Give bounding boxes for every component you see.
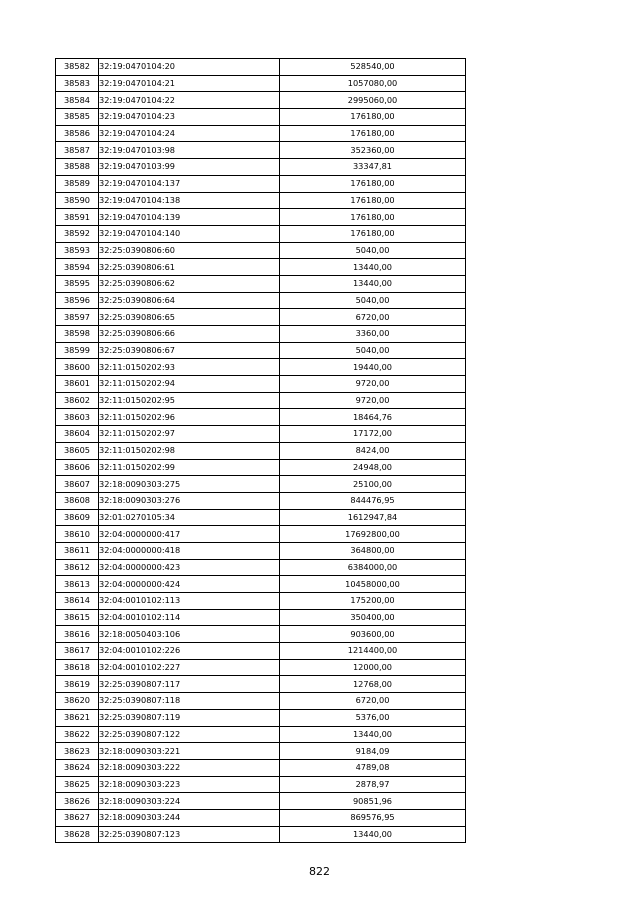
cadastral-number-cell: 32:18:0090303:276 bbox=[99, 492, 280, 509]
cadastral-value-cell: 18464,76 bbox=[280, 409, 466, 426]
row-number-cell: 38608 bbox=[56, 492, 99, 509]
cadastral-number-cell: 32:25:0390806:67 bbox=[99, 342, 280, 359]
cadastral-number-cell: 32:18:0050403:106 bbox=[99, 626, 280, 643]
row-number-cell: 38607 bbox=[56, 476, 99, 493]
table-row bbox=[56, 142, 466, 159]
table-row bbox=[56, 392, 466, 409]
table-row bbox=[56, 309, 466, 326]
row-number-cell: 38604 bbox=[56, 426, 99, 443]
cadastral-number-cell: 32:19:0470104:138 bbox=[99, 192, 280, 209]
table-row bbox=[56, 643, 466, 660]
row-number-cell: 38616 bbox=[56, 626, 99, 643]
table-row bbox=[56, 292, 466, 309]
cadastral-number-cell: 32:19:0470104:24 bbox=[99, 125, 280, 142]
table-row bbox=[56, 225, 466, 242]
table-row bbox=[56, 526, 466, 543]
cadastral-number-cell: 32:25:0390806:62 bbox=[99, 275, 280, 292]
cadastral-value-cell: 2995060,00 bbox=[280, 92, 466, 109]
row-number-cell: 38614 bbox=[56, 593, 99, 610]
cadastral-value-cell: 1612947,84 bbox=[280, 509, 466, 526]
table-row bbox=[56, 676, 466, 693]
cadastral-value-cell: 350400,00 bbox=[280, 609, 466, 626]
row-number-cell: 38617 bbox=[56, 643, 99, 660]
cadastral-value-cell: 352360,00 bbox=[280, 142, 466, 159]
cadastral-number-cell: 32:11:0150202:95 bbox=[99, 392, 280, 409]
cadastral-value-cell: 90851,96 bbox=[280, 793, 466, 810]
cadastral-number-cell: 32:04:0000000:424 bbox=[99, 576, 280, 593]
cadastral-value-cell: 6384000,00 bbox=[280, 559, 466, 576]
table-row bbox=[56, 409, 466, 426]
table-row bbox=[56, 275, 466, 292]
cadastral-number-cell: 32:19:0470103:99 bbox=[99, 159, 280, 176]
table-row bbox=[56, 492, 466, 509]
table-row bbox=[56, 376, 466, 393]
cadastral-number-cell: 32:19:0470104:22 bbox=[99, 92, 280, 109]
cadastral-value-cell: 6720,00 bbox=[280, 693, 466, 710]
cadastral-value-cell: 9720,00 bbox=[280, 376, 466, 393]
cadastral-number-cell: 32:25:0390806:61 bbox=[99, 259, 280, 276]
cadastral-value-cell: 844476,95 bbox=[280, 492, 466, 509]
table-row bbox=[56, 92, 466, 109]
cadastral-value-cell: 13440,00 bbox=[280, 826, 466, 843]
row-number-cell: 38610 bbox=[56, 526, 99, 543]
table-row bbox=[56, 125, 466, 142]
row-number-cell: 38602 bbox=[56, 392, 99, 409]
cadastral-value-cell: 176180,00 bbox=[280, 175, 466, 192]
table-row bbox=[56, 659, 466, 676]
row-number-cell: 38603 bbox=[56, 409, 99, 426]
cadastral-number-cell: 32:19:0470104:23 bbox=[99, 109, 280, 126]
cadastral-number-cell: 32:11:0150202:98 bbox=[99, 442, 280, 459]
table-row bbox=[56, 559, 466, 576]
cadastral-value-cell: 1214400,00 bbox=[280, 643, 466, 660]
row-number-cell: 38590 bbox=[56, 192, 99, 209]
cadastral-value-cell: 17172,00 bbox=[280, 426, 466, 443]
table-row bbox=[56, 759, 466, 776]
cadastral-number-cell: 32:11:0150202:94 bbox=[99, 376, 280, 393]
cadastral-number-cell: 32:04:0010102:113 bbox=[99, 593, 280, 610]
cadastral-number-cell: 32:25:0390806:65 bbox=[99, 309, 280, 326]
cadastral-value-cell: 25100,00 bbox=[280, 476, 466, 493]
table-row bbox=[56, 342, 466, 359]
table-row bbox=[56, 743, 466, 760]
cadastral-number-cell: 32:18:0090303:244 bbox=[99, 809, 280, 826]
cadastral-number-cell: 32:19:0470104:139 bbox=[99, 209, 280, 226]
table-row bbox=[56, 359, 466, 376]
row-number-cell: 38605 bbox=[56, 442, 99, 459]
row-number-cell: 38585 bbox=[56, 109, 99, 126]
cadastral-value-cell: 10458000,00 bbox=[280, 576, 466, 593]
row-number-cell: 38606 bbox=[56, 459, 99, 476]
table-row bbox=[56, 609, 466, 626]
row-number-cell: 38624 bbox=[56, 759, 99, 776]
cadastral-value-cell: 6720,00 bbox=[280, 309, 466, 326]
row-number-cell: 38613 bbox=[56, 576, 99, 593]
cadastral-number-cell: 32:18:0090303:221 bbox=[99, 743, 280, 760]
row-number-cell: 38583 bbox=[56, 75, 99, 92]
row-number-cell: 38598 bbox=[56, 326, 99, 343]
cadastral-value-cell: 2878,97 bbox=[280, 776, 466, 793]
cadastral-number-cell: 32:19:0470104:21 bbox=[99, 75, 280, 92]
row-number-cell: 38611 bbox=[56, 542, 99, 559]
cadastral-number-cell: 32:11:0150202:96 bbox=[99, 409, 280, 426]
row-number-cell: 38597 bbox=[56, 309, 99, 326]
cadastral-number-cell: 32:19:0470104:137 bbox=[99, 175, 280, 192]
cadastral-number-cell: 32:18:0090303:222 bbox=[99, 759, 280, 776]
table-row bbox=[56, 242, 466, 259]
row-number-cell: 38599 bbox=[56, 342, 99, 359]
table-row bbox=[56, 793, 466, 810]
row-number-cell: 38591 bbox=[56, 209, 99, 226]
row-number-cell: 38618 bbox=[56, 659, 99, 676]
cadastral-number-cell: 32:25:0390806:66 bbox=[99, 326, 280, 343]
cadastral-number-cell: 32:25:0390807:117 bbox=[99, 676, 280, 693]
cadastral-number-cell: 32:11:0150202:99 bbox=[99, 459, 280, 476]
table-row bbox=[56, 576, 466, 593]
table-row bbox=[56, 442, 466, 459]
cadastral-value-table bbox=[55, 58, 466, 843]
table-row bbox=[56, 826, 466, 843]
row-number-cell: 38587 bbox=[56, 142, 99, 159]
cadastral-number-cell: 32:19:0470104:140 bbox=[99, 225, 280, 242]
table-row bbox=[56, 709, 466, 726]
cadastral-number-cell: 32:04:0000000:423 bbox=[99, 559, 280, 576]
cadastral-value-cell: 5040,00 bbox=[280, 292, 466, 309]
cadastral-number-cell: 32:25:0390807:118 bbox=[99, 693, 280, 710]
row-number-cell: 38626 bbox=[56, 793, 99, 810]
table-row bbox=[56, 259, 466, 276]
cadastral-value-cell: 176180,00 bbox=[280, 125, 466, 142]
row-number-cell: 38600 bbox=[56, 359, 99, 376]
cadastral-value-cell: 176180,00 bbox=[280, 192, 466, 209]
row-number-cell: 38584 bbox=[56, 92, 99, 109]
cadastral-value-cell: 12000,00 bbox=[280, 659, 466, 676]
cadastral-value-cell: 176180,00 bbox=[280, 209, 466, 226]
table-row bbox=[56, 326, 466, 343]
cadastral-value-cell: 4789,08 bbox=[280, 759, 466, 776]
cadastral-value-cell: 13440,00 bbox=[280, 275, 466, 292]
cadastral-number-cell: 32:04:0000000:418 bbox=[99, 542, 280, 559]
table-row bbox=[56, 626, 466, 643]
cadastral-value-cell: 5040,00 bbox=[280, 342, 466, 359]
table-row bbox=[56, 59, 466, 76]
cadastral-number-cell: 32:18:0090303:224 bbox=[99, 793, 280, 810]
table-row bbox=[56, 192, 466, 209]
cadastral-number-cell: 32:25:0390807:123 bbox=[99, 826, 280, 843]
cadastral-value-cell: 5040,00 bbox=[280, 242, 466, 259]
row-number-cell: 38595 bbox=[56, 275, 99, 292]
cadastral-value-cell: 176180,00 bbox=[280, 109, 466, 126]
row-number-cell: 38615 bbox=[56, 609, 99, 626]
table-row bbox=[56, 593, 466, 610]
cadastral-value-cell: 3360,00 bbox=[280, 326, 466, 343]
cadastral-number-cell: 32:18:0090303:223 bbox=[99, 776, 280, 793]
table-row bbox=[56, 109, 466, 126]
row-number-cell: 38593 bbox=[56, 242, 99, 259]
row-number-cell: 38588 bbox=[56, 159, 99, 176]
row-number-cell: 38589 bbox=[56, 175, 99, 192]
cadastral-number-cell: 32:04:0010102:226 bbox=[99, 643, 280, 660]
row-number-cell: 38596 bbox=[56, 292, 99, 309]
table-row bbox=[56, 209, 466, 226]
cadastral-value-cell: 1057080,00 bbox=[280, 75, 466, 92]
cadastral-number-cell: 32:19:0470104:20 bbox=[99, 59, 280, 76]
row-number-cell: 38622 bbox=[56, 726, 99, 743]
row-number-cell: 38582 bbox=[56, 59, 99, 76]
row-number-cell: 38623 bbox=[56, 743, 99, 760]
cadastral-value-cell: 13440,00 bbox=[280, 726, 466, 743]
cadastral-value-cell: 19440,00 bbox=[280, 359, 466, 376]
cadastral-value-cell: 24948,00 bbox=[280, 459, 466, 476]
cadastral-number-cell: 32:04:0010102:227 bbox=[99, 659, 280, 676]
cadastral-number-cell: 32:25:0390807:122 bbox=[99, 726, 280, 743]
cadastral-value-cell: 176180,00 bbox=[280, 225, 466, 242]
cadastral-number-cell: 32:25:0390806:64 bbox=[99, 292, 280, 309]
table-row bbox=[56, 459, 466, 476]
page-number: 822 bbox=[309, 865, 330, 878]
table-row bbox=[56, 159, 466, 176]
table-row bbox=[56, 426, 466, 443]
cadastral-number-cell: 32:19:0470103:98 bbox=[99, 142, 280, 159]
table-row bbox=[56, 693, 466, 710]
cadastral-value-cell: 5376,00 bbox=[280, 709, 466, 726]
row-number-cell: 38594 bbox=[56, 259, 99, 276]
cadastral-value-cell: 9184,09 bbox=[280, 743, 466, 760]
cadastral-value-cell: 9720,00 bbox=[280, 392, 466, 409]
cadastral-value-cell: 33347,81 bbox=[280, 159, 466, 176]
row-number-cell: 38619 bbox=[56, 676, 99, 693]
row-number-cell: 38586 bbox=[56, 125, 99, 142]
cadastral-number-cell: 32:18:0090303:275 bbox=[99, 476, 280, 493]
cadastral-value-cell: 8424,00 bbox=[280, 442, 466, 459]
cadastral-number-cell: 32:25:0390807:119 bbox=[99, 709, 280, 726]
row-number-cell: 38627 bbox=[56, 809, 99, 826]
cadastral-number-cell: 32:25:0390806:60 bbox=[99, 242, 280, 259]
table-row bbox=[56, 175, 466, 192]
row-number-cell: 38620 bbox=[56, 693, 99, 710]
cadastral-number-cell: 32:01:0270105:34 bbox=[99, 509, 280, 526]
row-number-cell: 38625 bbox=[56, 776, 99, 793]
cadastral-value-cell: 175200,00 bbox=[280, 593, 466, 610]
table-row bbox=[56, 542, 466, 559]
cadastral-number-cell: 32:11:0150202:97 bbox=[99, 426, 280, 443]
table-row bbox=[56, 75, 466, 92]
cadastral-number-cell: 32:11:0150202:93 bbox=[99, 359, 280, 376]
row-number-cell: 38621 bbox=[56, 709, 99, 726]
cadastral-value-cell: 17692800,00 bbox=[280, 526, 466, 543]
row-number-cell: 38609 bbox=[56, 509, 99, 526]
row-number-cell: 38612 bbox=[56, 559, 99, 576]
cadastral-value-cell: 869576,95 bbox=[280, 809, 466, 826]
table-row bbox=[56, 476, 466, 493]
cadastral-value-cell: 12768,00 bbox=[280, 676, 466, 693]
table-row bbox=[56, 509, 466, 526]
row-number-cell: 38601 bbox=[56, 376, 99, 393]
row-number-cell: 38592 bbox=[56, 225, 99, 242]
cadastral-number-cell: 32:04:0000000:417 bbox=[99, 526, 280, 543]
cadastral-value-cell: 903600,00 bbox=[280, 626, 466, 643]
table-row bbox=[56, 809, 466, 826]
table-body bbox=[56, 59, 466, 843]
cadastral-value-cell: 364800,00 bbox=[280, 542, 466, 559]
row-number-cell: 38628 bbox=[56, 826, 99, 843]
cadastral-value-cell: 528540,00 bbox=[280, 59, 466, 76]
cadastral-value-cell: 13440,00 bbox=[280, 259, 466, 276]
table-row bbox=[56, 776, 466, 793]
cadastral-number-cell: 32:04:0010102:114 bbox=[99, 609, 280, 626]
table-row bbox=[56, 726, 466, 743]
